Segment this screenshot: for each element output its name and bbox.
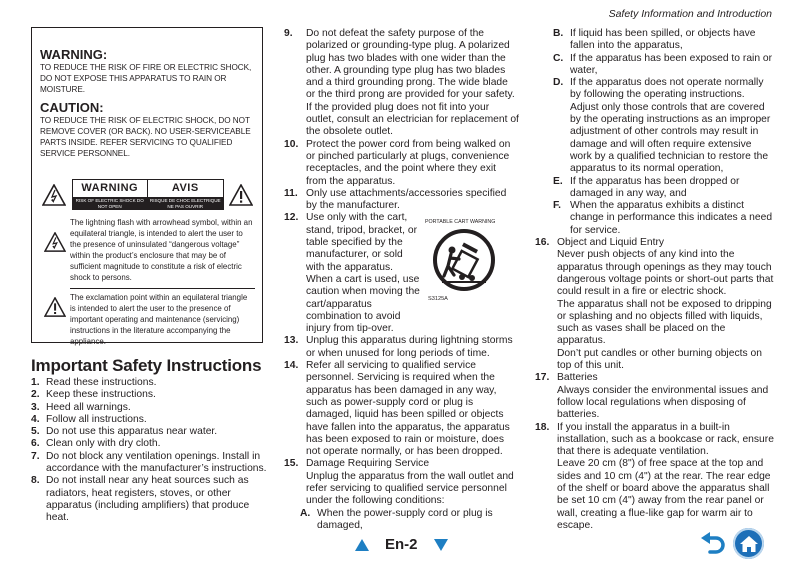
exclamation-symbol-text: The exclamation point within an equilateral triangle is intended to alert the user to the presence of important operating and maintenance (servicing) instructions in the literature accompanying the appliance.: [70, 293, 248, 347]
instructions-col3: [535, 28, 775, 532]
list-item: 11. Only use attachments/accessories specified by the manufacturer.: [284, 187, 507, 212]
page-header: Safety Information and Introduction: [608, 8, 772, 20]
list-item: 5. Do not use this apparatus near water.: [31, 426, 218, 438]
nav-buttons: [700, 528, 764, 559]
list-item: 9. Do not defeat the safety purpose of the polarized or grounding-type plug. A polarized plug has two blades with one wider than the other. A grounding type plug has two blades and a third grounding prong. The wide blade or the third prong are provided for your safety. If the provided plug does not fit into your outlet, consult an electrician for replacement of the obsolete outlet.: [284, 28, 519, 138]
home-button[interactable]: [733, 528, 764, 559]
sign-label: [72, 179, 224, 210]
cart-warning-icon: [432, 228, 496, 292]
list-item: 12. Use only with the cart, stand, tripod, bracket, or table specified by the manufacturer, or sold with the apparatus. When a cart is used, use caution when moving the cart/apparatus combination to avoid injury from tip-over. PORTABLE CART WARNING S3125A: [284, 212, 519, 335]
exclamation-triangle-icon: [229, 184, 253, 206]
exclamation-symbol-row: [40, 293, 255, 348]
warning-box: [31, 27, 263, 347]
exclamation-triangle-icon: [44, 297, 66, 317]
divider: [70, 288, 255, 289]
down-arrow-icon[interactable]: [434, 539, 448, 551]
sign-left-big: WARNING: [81, 182, 139, 194]
instructions-col2: [284, 28, 519, 532]
list-sub-item: F. When the apparatus exhibits a distinct change in performance this indicates a need for service.: [553, 200, 773, 236]
list-item: 10. Protect the power cord from being walked on or pinched particularly at plugs, convenience receptacles, and the point where they exit from the apparatus.: [284, 138, 511, 187]
list-item: 7. Do not block any ventilation openings. Install in accordance with the manufacturer’s instructions.: [31, 450, 267, 475]
list-sub-item: A. When the power-supply cord or plug is damaged,: [300, 507, 493, 531]
list-sub-item: C. If the apparatus has been exposed to rain or water,: [553, 52, 773, 76]
caution-title: CAUTION:: [40, 100, 104, 115]
section-title: Important Safety Instructions: [31, 356, 262, 375]
lightning-triangle-icon: [44, 232, 66, 252]
page-number: En-2: [385, 536, 418, 553]
lightning-symbol-text: The lightning flash with arrowhead symbol, within an equilateral triangle, is intended to alert the user to the presence of uninsulated “dangerous voltage” within the product’s enclosure that may be of sufficient magnitude to constitute a risk of electric shock to persons.: [70, 218, 253, 282]
list-item: 1. Read these instructions.: [31, 377, 157, 388]
lightning-symbol-row: [40, 218, 255, 283]
list-sub-item: D. If the apparatus does not operate normally by following the operating instructions. Adjust only those controls that are covered by the operating instructions as an improper adjustment of other controls may result in damage and will often require extensive work by a qualified technician to restore the apparatus to its normal operation,: [553, 77, 771, 175]
list-sub-item: E. If the apparatus has been dropped or damaged in any way, and: [553, 175, 740, 199]
home-icon: [739, 535, 759, 553]
list-item: 2. Keep these instructions.: [31, 389, 156, 401]
sign-right-small: RISQUE DE CHOC ELECTRIQUE NE PAS OUVRIR: [149, 198, 221, 209]
back-icon[interactable]: [700, 532, 726, 556]
up-arrow-icon[interactable]: [355, 539, 369, 551]
instructions-col1: [31, 377, 271, 525]
caution-text: TO REDUCE THE RISK OF ELECTRIC SHOCK, DO NOT REMOVE COVER (OR BACK). NO USER-SERVICEABLE PARTS INSIDE. REFER SERVICING TO QUALIFIED SERVICE PERSONNEL.: [40, 116, 251, 158]
sign-left-small: RISK OF ELECTRIC SHOCK DO NOT OPEN: [73, 197, 148, 209]
list-item: 17. Batteries Always consider the environmental issues and follow local regulations when disposing of batteries.: [535, 372, 769, 421]
list-item: 4. Follow all instructions.: [31, 413, 147, 425]
lightning-triangle-icon: [42, 184, 66, 206]
warning-title: WARNING:: [40, 47, 108, 62]
list-sub-item: B. If liquid has been spilled, or objects have fallen into the apparatus,: [553, 28, 756, 52]
list-item: 15. Damage Requiring Service Unplug the apparatus from the wall outlet and refer servicing to qualified service personnel under the following conditions:: [284, 458, 514, 507]
list-item: 18. If you install the apparatus in a built-in installation, such as a bookcase or rack, ensure that there is adequate ventilation. Leave 20 cm (8") of free space at the top and sides and 10 cm (4") at the rear. The rear edge of the shelf or board above the apparatus shall be set 10 cm (4") away from the rear panel or wall, creating a flue-like gap for warm air to escape.: [535, 421, 774, 531]
list-item: 3. Heed all warnings.: [31, 401, 131, 413]
list-item: 13. Unplug this apparatus during lightning storms or when unused for long periods of time.: [284, 335, 513, 359]
page-navigation: [355, 536, 448, 553]
cart-caption: PORTABLE CART WARNING: [425, 219, 496, 226]
list-item: 16. Object and Liquid Entry Never push objects of any kind into the apparatus through openings as they may touch dangerous voltage points or short-out parts that could result in a fire or electric shock. The apparatus shall not be exposed to dripping or splashing and no objects filled with liquids, such as vases shall be placed on the apparatus. Don’t put candles or other burning objects on top of this unit.: [535, 237, 774, 372]
shock-warning-sign: [40, 179, 255, 210]
cart-code: S3125A: [428, 296, 448, 303]
sign-right-big: AVIS: [171, 182, 199, 194]
list-item: 8. Do not install near any heat sources such as radiators, heat registers, stoves, or other apparatus (including amplifiers) that produce heat.: [31, 475, 250, 524]
list-item: 14. Refer all servicing to qualified service personnel. Servicing is required when the apparatus has been damaged in any way, such as power-supply cord or plug is damaged, liquid has been spilled or objects have fallen into the apparatus, the apparatus has been exposed to rain or moisture, does not operate normally, or has been dropped.: [284, 360, 510, 458]
cart-warning-figure: [422, 212, 517, 335]
warning-text: TO REDUCE THE RISK OF FIRE OR ELECTRIC SHOCK, DO NOT EXPOSE THIS APPARATUS TO RAIN OR MOISTURE.: [40, 63, 252, 94]
list-item: 6. Clean only with dry cloth.: [31, 438, 161, 450]
